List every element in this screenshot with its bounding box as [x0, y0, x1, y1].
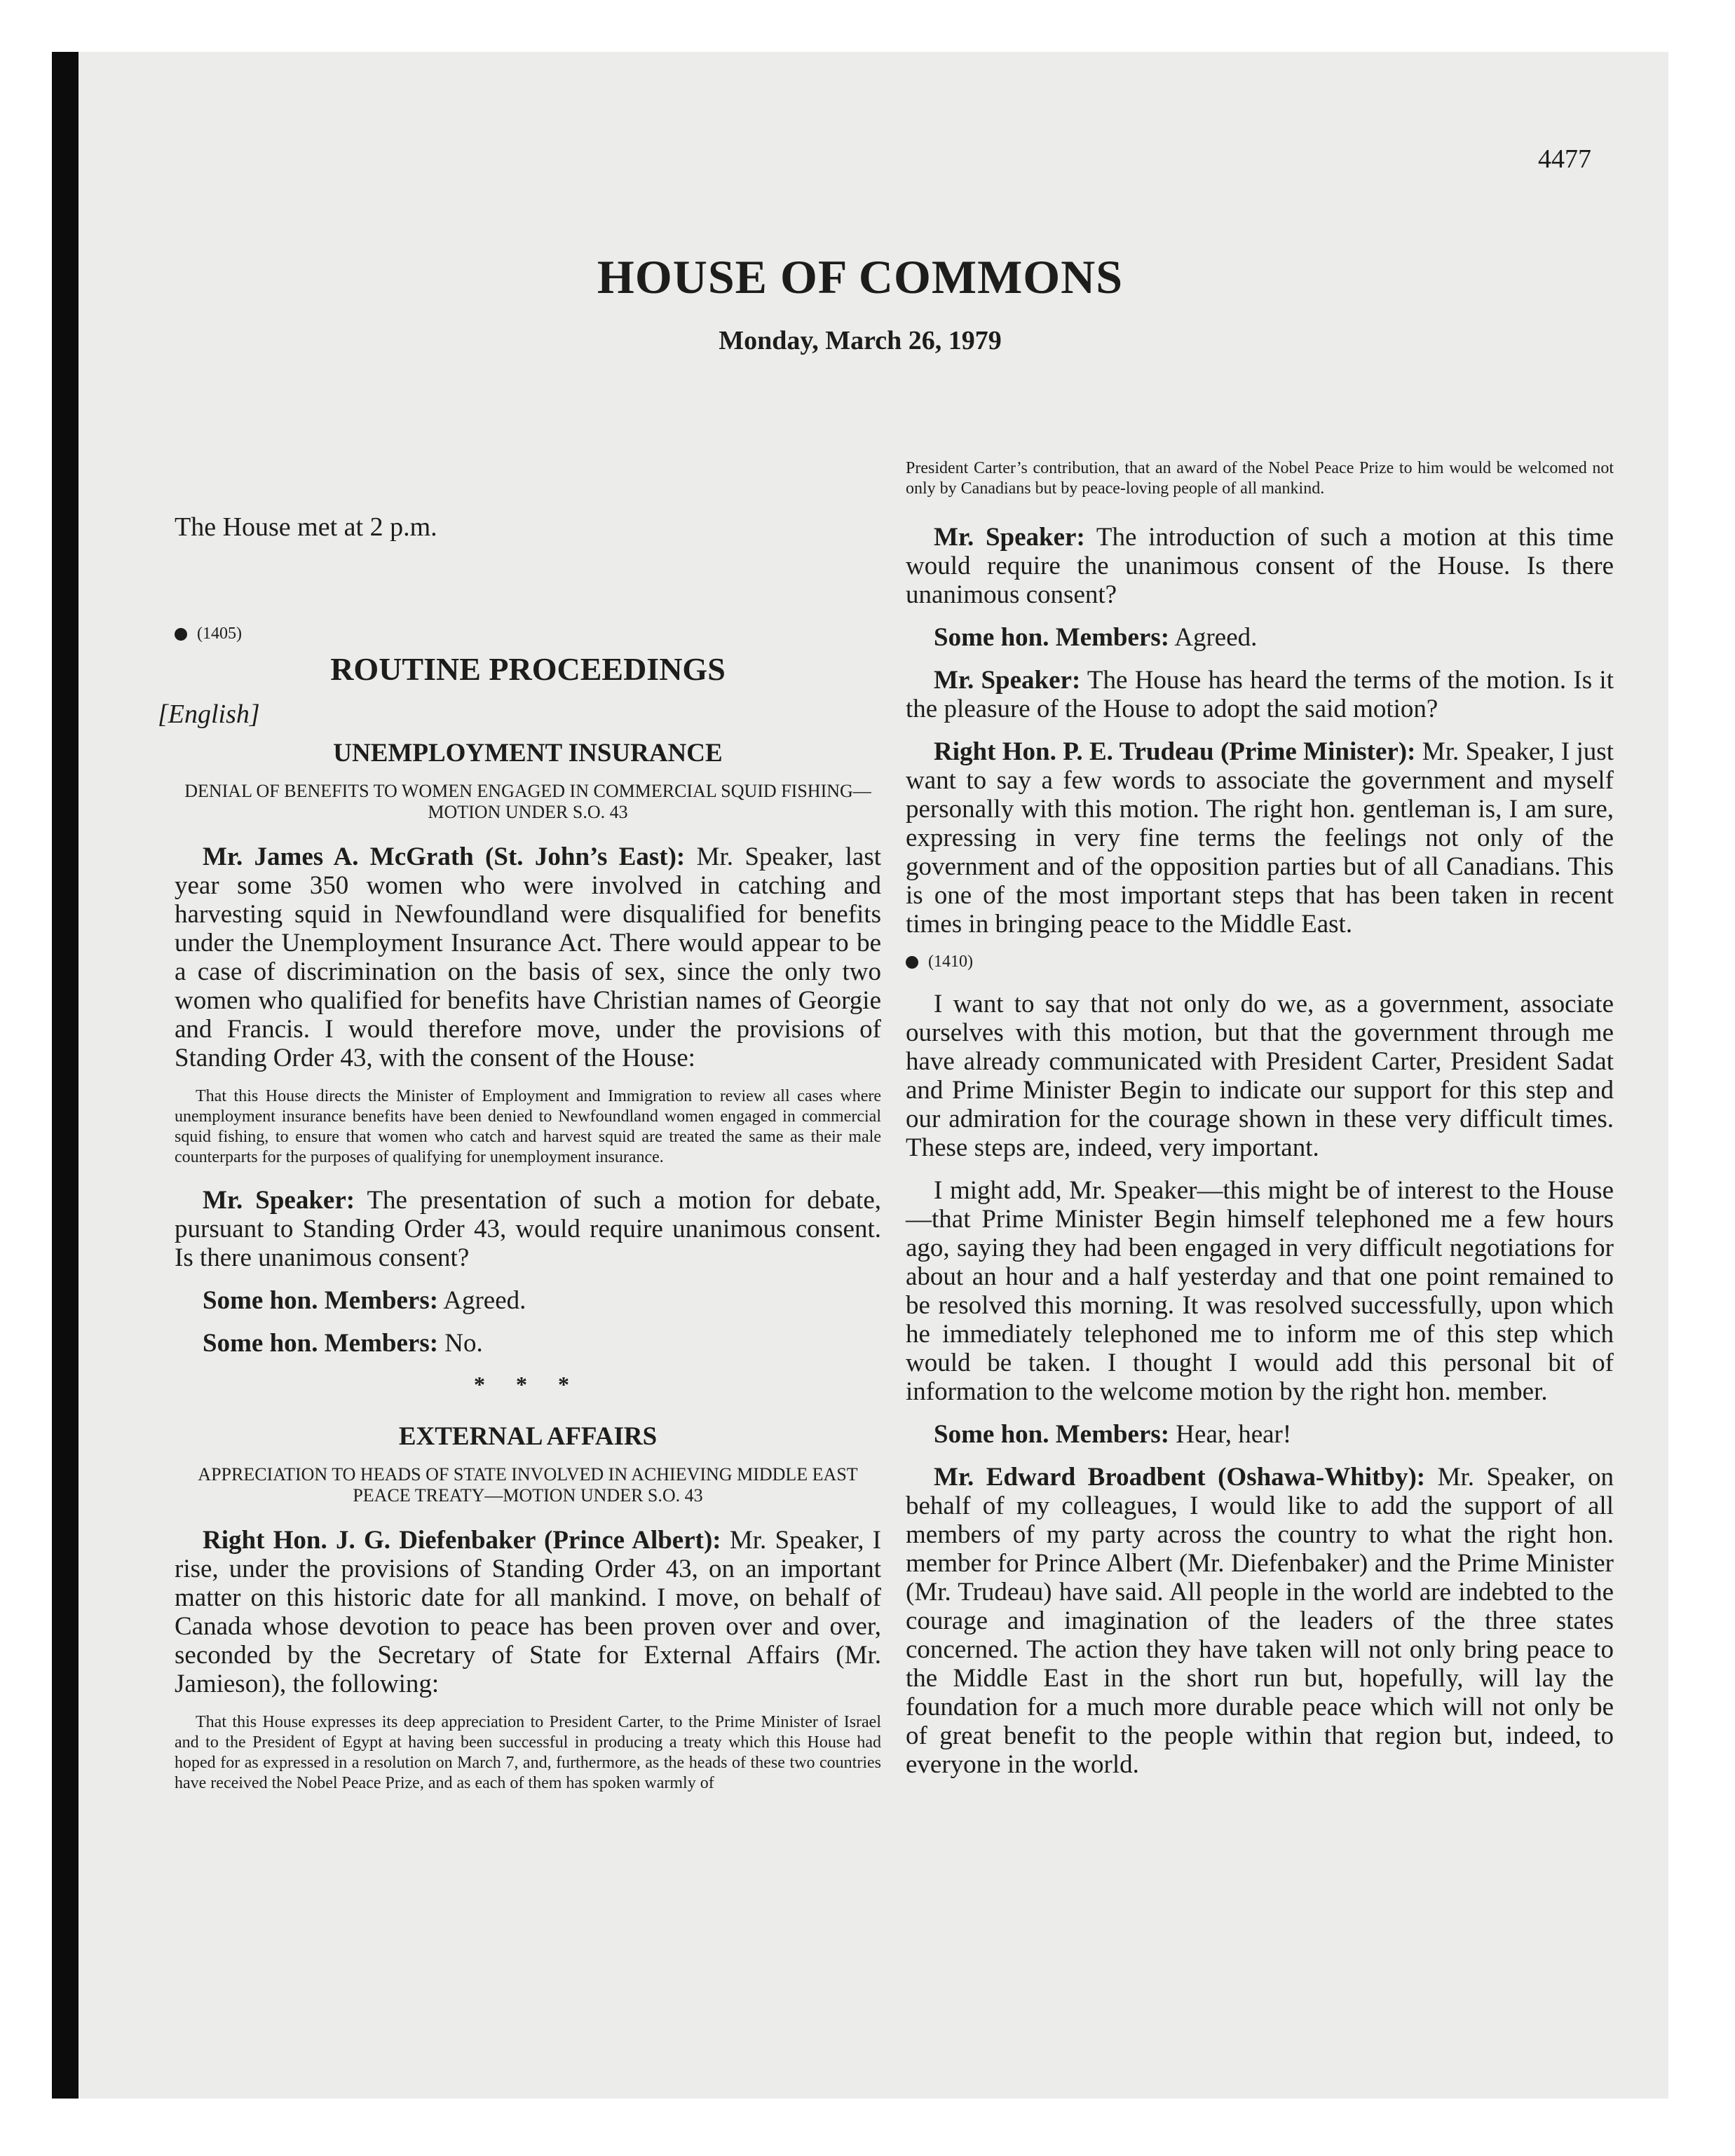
speech-text: Mr. Speaker, I rise, under the provisions of Standing Order 43, on an important matter on this historic date for all mankind. I move, on behalf of Canada whose devotion to peace has been proven over and over, seconded by the Secretary of State for External Affairs (Mr. Jamieson), the following:	[175, 1526, 881, 1698]
speaker-name: Some hon. Members:	[934, 623, 1170, 652]
speech-text: Mr. Speaker, I just want to say a few words to associate the government and myself personally with this motion. The right hon. gentleman is, I am sure, expressing in very fine terms the feelings not only of the government and of the opposition parties but of all Canadians. This is one of the most important steps that has been taken in recent times in bringing peace to the Middle East.	[906, 737, 1614, 939]
bullet-icon	[906, 956, 918, 969]
speech-text: Mr. Speaker, last year some 350 women who were involved in catching and harvesting squid in Newfoundland were disqualified for benefits under the Unemployment Insurance Act. There would appear to be a case of discrimination on the basis of sex, since the only two women who qualified for benefits have Christian names of Georgie and Francis. I would therefore move, under the provisions of Standing Order 43, with the consent of the House:	[175, 842, 881, 1072]
speech-paragraph	[906, 523, 1614, 609]
time-stamp: (1410)	[928, 953, 973, 971]
speech-paragraph: I want to say that not only do we, as a government, associate ourselves with this motion, but that the government through me have already communicated with President Carter, President Sadat and Prime Minister Begin to indicate our support for this step and our admiration for the courage shown in these very difficult times. These steps are, indeed, very important.	[906, 990, 1614, 1162]
speech-paragraph	[906, 1463, 1614, 1779]
speaker-name: Mr. Speaker:	[934, 523, 1085, 552]
routine-heading: ROUTINE PROCEEDINGS	[330, 651, 726, 687]
house-met-line: The House met at 2 p.m.	[175, 512, 437, 542]
speaker-name: Mr. James A. McGrath (St. John’s East):	[203, 842, 686, 871]
speech-paragraph	[175, 1286, 881, 1315]
speech-text: The introduction of such a motion at this time would require the unanimous consent of the House. Is there unanimous consent?	[906, 523, 1614, 609]
section-heading: UNEMPLOYMENT INSURANCE	[333, 739, 723, 767]
binding-edge	[52, 52, 79, 2099]
speaker-name: Mr. Speaker:	[203, 1186, 355, 1215]
speech-paragraph	[906, 1420, 1614, 1449]
motion-text: That this House directs the Minister of Employment and Immigration to review all cases where unemployment insurance benefits have been denied to Newfoundland women engaged in commercial squid fishing, to ensure that women who catch and harvest squid are treated the same as their male counterparts for the purposes of qualifying for unemployment insurance.	[175, 1087, 881, 1166]
section-subheading: DENIAL OF BENEFITS TO WOMEN ENGAGED IN COMMERCIAL SQUID FISHING—MOTION UNDER S.O. 43	[184, 781, 871, 822]
speaker-name: Right Hon. P. E. Trudeau (Prime Minister):	[934, 737, 1416, 766]
page-number: 4477	[1538, 144, 1591, 174]
sitting-date: Monday, March 26, 1979	[719, 326, 1002, 355]
speaker-name: Some hon. Members:	[203, 1329, 439, 1358]
speaker-name: Mr. Speaker:	[934, 666, 1081, 695]
speech-text: Mr. Speaker, on behalf of my colleagues, I would like to add the support of all members of my party across the country to what the right hon. member for Prince Albert (Mr. Diefenbaker) and the Prime Minister (Mr. Trudeau) have said. All people in the world are indebted to the courage and imagination of the leaders of the three states concerned. The action they have taken will not only bring peace to the Middle East in the short run but, hopefully, will lay the foundation for a much more durable peace which will not only be of great benefit to the people within that region but, indeed, to everyone in the world.	[906, 1463, 1614, 1779]
speech-paragraph	[906, 623, 1614, 652]
time-stamp: (1405)	[197, 625, 242, 643]
speaker-name: Mr. Edward Broadbent (Oshawa-Whitby):	[934, 1463, 1426, 1492]
page	[52, 52, 1668, 2099]
speech-paragraph: I might add, Mr. Speaker—this might be of interest to the House—that Prime Minister Begin himself telephoned me a few hours ago, saying they had been engaged in very difficult negotiations for about an hour and a half yesterday and that one point remained to be resolved this morning. It was resolved successfully, upon which he immediately telephoned me to inform me of this step which would be taken. I thought I would add this personal bit of information to the welcome motion by the right hon. member.	[906, 1176, 1614, 1406]
bullet-icon	[175, 628, 187, 641]
speech-paragraph	[175, 1329, 881, 1358]
time-marker	[906, 953, 1614, 971]
right-column	[906, 458, 1614, 1793]
motion-text-continued: President Carter’s contribution, that an award of the Nobel Peace Prize to him would be welcomed not only by Canadians but by peace-loving people of all mankind.	[906, 459, 1614, 498]
speech-paragraph	[175, 842, 881, 1072]
speech-text: Hear, hear!	[1169, 1420, 1292, 1449]
page-title: HOUSE OF COMMONS	[597, 250, 1124, 303]
left-column	[158, 458, 881, 1812]
speaker-name: Some hon. Members:	[203, 1286, 439, 1315]
speech-text: The House has heard the terms of the motion. Is it the pleasure of the House to adopt the said motion?	[906, 666, 1614, 723]
speech-paragraph	[906, 666, 1614, 723]
speech-text: Agreed.	[1169, 623, 1258, 652]
language-tag: [English]	[158, 700, 260, 729]
section-heading: EXTERNAL AFFAIRS	[398, 1422, 658, 1451]
speech-paragraph	[906, 737, 1614, 939]
motion-text: That this House expresses its deep appreciation to President Carter, to the Prime Minister of Israel and to the President of Egypt at having been successful in producing a treaty which this House had hoped for as expressed in a resolution on March 7, and, furthermore, as the heads of these two countries have received the Nobel Peace Prize, and as each of them has spoken warmly of	[175, 1713, 881, 1792]
section-separator: * * *	[474, 1372, 582, 1397]
speech-paragraph	[175, 1526, 881, 1698]
speech-text: Agreed.	[438, 1286, 526, 1315]
speech-text: No.	[438, 1329, 483, 1358]
speaker-name: Right Hon. J. G. Diefenbaker (Prince Albert):	[203, 1526, 721, 1555]
speech-text: The presentation of such a motion for debate, pursuant to Standing Order 43, would require unanimous consent. Is there unanimous consent?	[175, 1186, 881, 1272]
speech-paragraph	[175, 1186, 881, 1272]
speaker-name: Some hon. Members:	[934, 1420, 1170, 1449]
time-marker	[175, 625, 881, 643]
section-subheading: APPRECIATION TO HEADS OF STATE INVOLVED IN ACHIEVING MIDDLE EAST PEACE TREATY—MOTION UNDER S.O. 43	[198, 1464, 858, 1506]
